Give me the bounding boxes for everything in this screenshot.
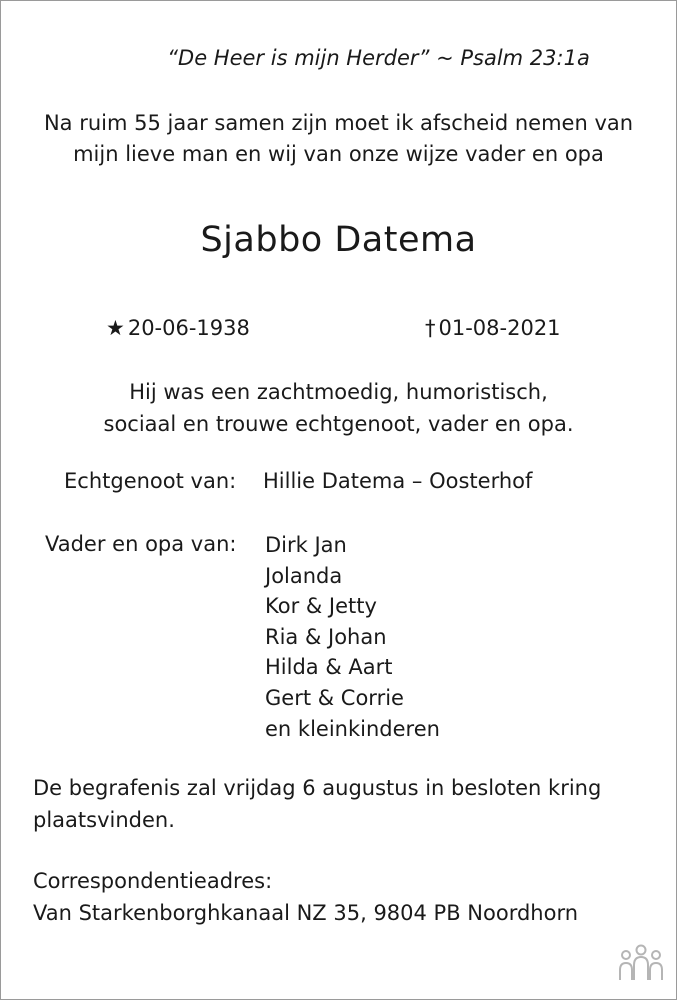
cross-icon: † [425, 316, 436, 340]
correspondence-label: Correspondentieadres: [33, 869, 273, 893]
birth-date-block [106, 316, 250, 340]
intro-line: mijn lieve man en wij van onze wijze vader en opa [73, 142, 604, 166]
tribute-line: Hij was een zachtmoedig, humoristisch, [129, 380, 548, 404]
death-date: 01-08-2021 [438, 316, 561, 340]
spouse-label: Echtgenoot van: [64, 469, 237, 493]
spouse-name: Hillie Datema – Oosterhof [263, 469, 533, 493]
intro-text [0, 108, 677, 170]
tribute-text [0, 376, 677, 440]
list-item: Gert & Corrie [265, 685, 404, 710]
list-item: Kor & Jetty [265, 594, 377, 619]
tribute-line: sociaal en trouwe echtgenoot, vader en opa. [103, 412, 574, 436]
list-item: Jolanda [265, 563, 343, 588]
birth-date: 20-06-1938 [127, 316, 250, 340]
star-icon: ★ [106, 316, 125, 340]
list-item: Hilda & Aart [265, 655, 393, 680]
intro-line: Na ruim 55 jaar samen zijn moet ik afscheid nemen van [43, 111, 634, 135]
funeral-line: De begrafenis zal vrijdag 6 augustus in besloten kring [33, 776, 602, 800]
people-group-icon [617, 942, 665, 986]
psalm-quote: “De Heer is mijn Herder” ~ Psalm 23:1a [167, 46, 590, 70]
correspondence-address: Van Starkenborghkanaal NZ 35, 9804 PB Noordhorn [33, 901, 579, 925]
list-item: en kleinkinderen [265, 716, 440, 741]
correspondence-block [33, 865, 578, 929]
deceased-name: Sjabbo Datema [200, 220, 477, 260]
list-item: Dirk Jan [265, 533, 347, 557]
funeral-line: plaatsvinden. [33, 808, 175, 832]
children-label: Vader en opa van: [45, 532, 237, 556]
funeral-notice [33, 772, 633, 836]
list-item: Ria & Johan [265, 624, 387, 649]
death-date-block [425, 316, 561, 340]
children-list [265, 530, 440, 744]
